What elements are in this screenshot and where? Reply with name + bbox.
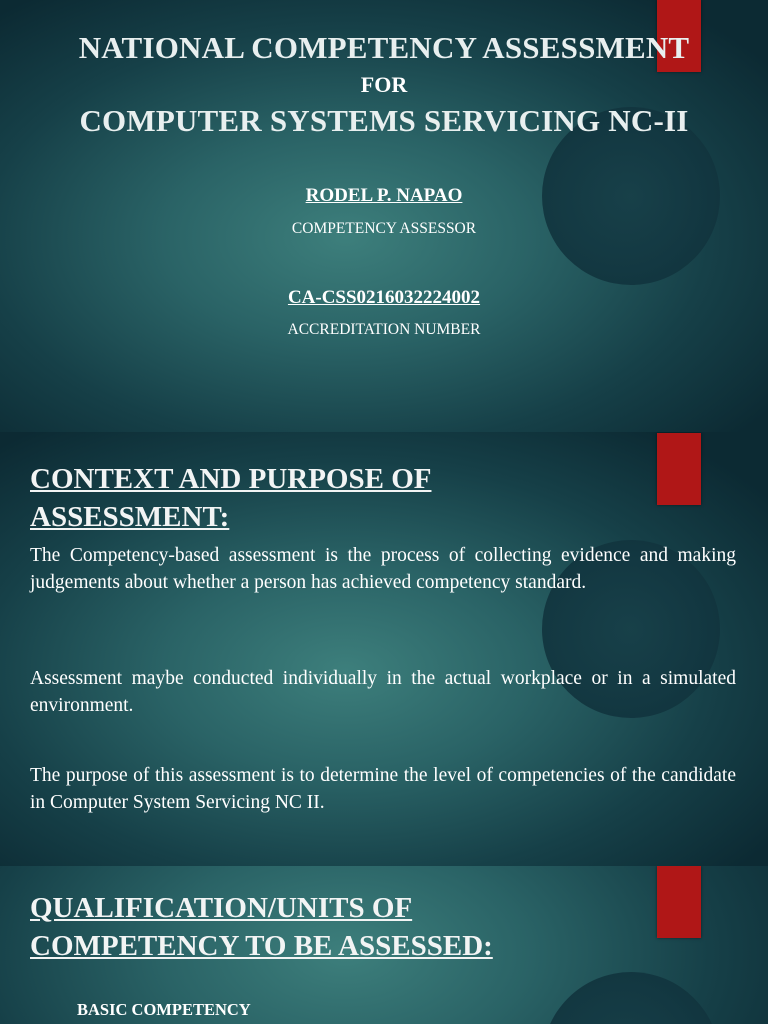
paragraph-purpose: The purpose of this assessment is to determine the level of competencies of the candidate in Computer System Servicing NC II. [30, 765, 736, 813]
title-for: FOR [360, 72, 408, 97]
heading-line1: CONTEXT AND PURPOSE OF [30, 463, 432, 495]
heading-line1: QUALIFICATION/UNITS OF [30, 892, 413, 924]
heading-line2: ASSESSMENT: [30, 501, 230, 533]
subheading-basic-competency: BASIC COMPETENCY [77, 1000, 251, 1019]
section-heading [30, 889, 493, 965]
red-accent-bar [657, 866, 701, 938]
slide-context-purpose [0, 432, 768, 866]
heading-line2: COMPETENCY TO BE ASSESSED: [30, 930, 493, 962]
paragraph-definition: The Competency-based assessment is the process of collecting evidence and making judgements about whether a person has achieved competency standard. [30, 545, 736, 593]
assessor-role: COMPETENCY ASSESSOR [291, 220, 477, 237]
section-heading [30, 460, 431, 536]
decorative-circle [542, 972, 720, 1024]
title-line1: NATIONAL COMPETENCY ASSESSMENT [78, 30, 690, 65]
red-accent-bar [657, 433, 701, 505]
accreditation-label: ACCREDITATION NUMBER [287, 321, 481, 338]
accreditation-code: CA-CSS0216032224002 [287, 287, 481, 308]
slide-qualification [0, 866, 768, 1024]
assessor-name: RODEL P. NAPAO [305, 185, 463, 206]
paragraph-conduct: Assessment maybe conducted individually in the actual workplace or in a simulated environment. [30, 668, 736, 716]
title-line2: COMPUTER SYSTEMS SERVICING NC-II [79, 103, 689, 138]
slide-title [0, 0, 768, 432]
